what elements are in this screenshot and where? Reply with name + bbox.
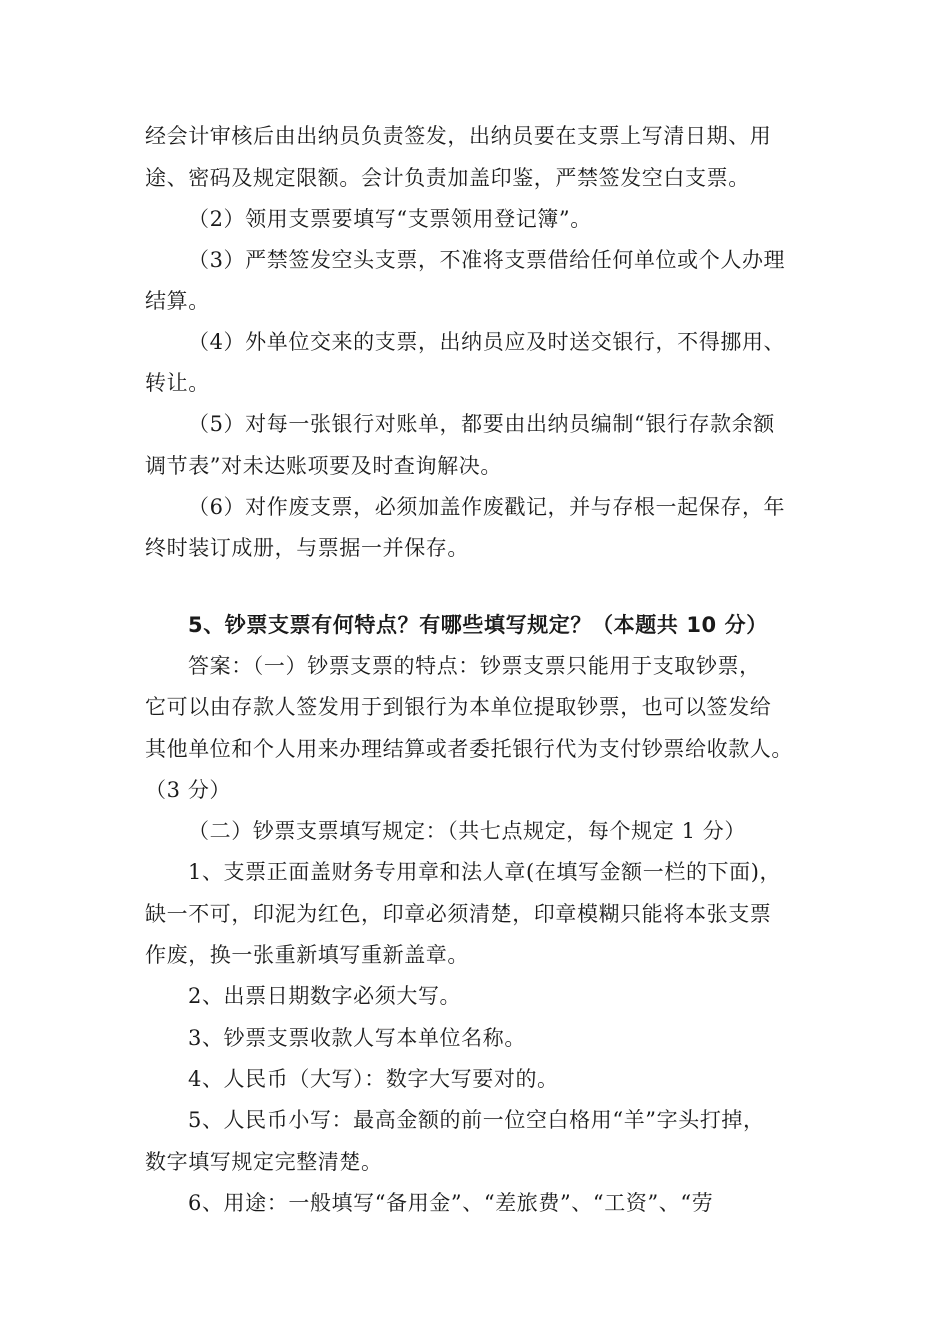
paragraph-line: 缺一不可，印泥为红色，印章必须清楚，印章模糊只能将本张支票 — [145, 902, 772, 926]
paragraph-line: （4）外单位交来的支票，出纳员应及时送交银行，不得挪用、 — [188, 330, 786, 354]
paragraph-line: 6、用途：一般填写“备用金”、“差旅费”、“工资”、“劳 — [188, 1191, 714, 1215]
paragraph-line: 途、密码及规定限额。会计负责加盖印鉴，严禁签发空白支票。 — [145, 166, 750, 190]
paragraph-line: 转让。 — [145, 371, 210, 395]
section-heading: 5、钞票支票有何特点？有哪些填写规定？（本题共 10 分） — [188, 613, 768, 637]
paragraph-line: 结算。 — [145, 289, 210, 313]
paragraph-line: （6）对作废支票，必须加盖作废戳记，并与存根一起保存，年 — [188, 495, 786, 519]
paragraph-line: 它可以由存款人签发用于到银行为本单位提取钞票，也可以签发给 — [145, 695, 772, 719]
paragraph-line: （二）钞票支票填写规定：（共七点规定，每个规定 1 分） — [188, 819, 747, 843]
paragraph-line: （3）严禁签发空头支票，不准将支票借给任何单位或个人办理 — [188, 248, 786, 272]
paragraph-line: 3、钞票支票收款人写本单位名称。 — [188, 1026, 526, 1050]
paragraph-line: 作废，换一张重新填写重新盖章。 — [145, 943, 469, 967]
paragraph-line: （5）对每一张银行对账单，都要由出纳员编制“银行存款余额 — [188, 412, 775, 436]
paragraph-line: 5、人民币小写：最高金额的前一位空白格用“羊”字头打掉， — [188, 1108, 765, 1132]
paragraph-line: 数字填写规定完整清楚。 — [145, 1150, 383, 1174]
paragraph-line: 4、人民币（大写）：数字大写要对的。 — [188, 1067, 559, 1091]
paragraph-line: 调节表”对未达账项要及时查询解决。 — [145, 454, 502, 478]
paragraph-line: 1、支票正面盖财务专用章和法人章(在填写金额一栏的下面)， — [188, 860, 782, 884]
paragraph-line: 终时装订成册，与票据一并保存。 — [145, 536, 469, 560]
paragraph-line: 2、出票日期数字必须大写。 — [188, 984, 462, 1008]
paragraph-line: （2）领用支票要填写“支票领用登记簿”。 — [188, 207, 592, 231]
paragraph-line: （3 分） — [145, 778, 232, 802]
paragraph-line: 其他单位和个人用来办理结算或者委托银行代为支付钞票给收款人。 — [145, 737, 793, 761]
paragraph-line: 经会计审核后由出纳员负责签发，出纳员要在支票上写清日期、用 — [145, 124, 772, 148]
paragraph-line: 答案：（一）钞票支票的特点：钞票支票只能用于支取钞票， — [188, 654, 761, 678]
